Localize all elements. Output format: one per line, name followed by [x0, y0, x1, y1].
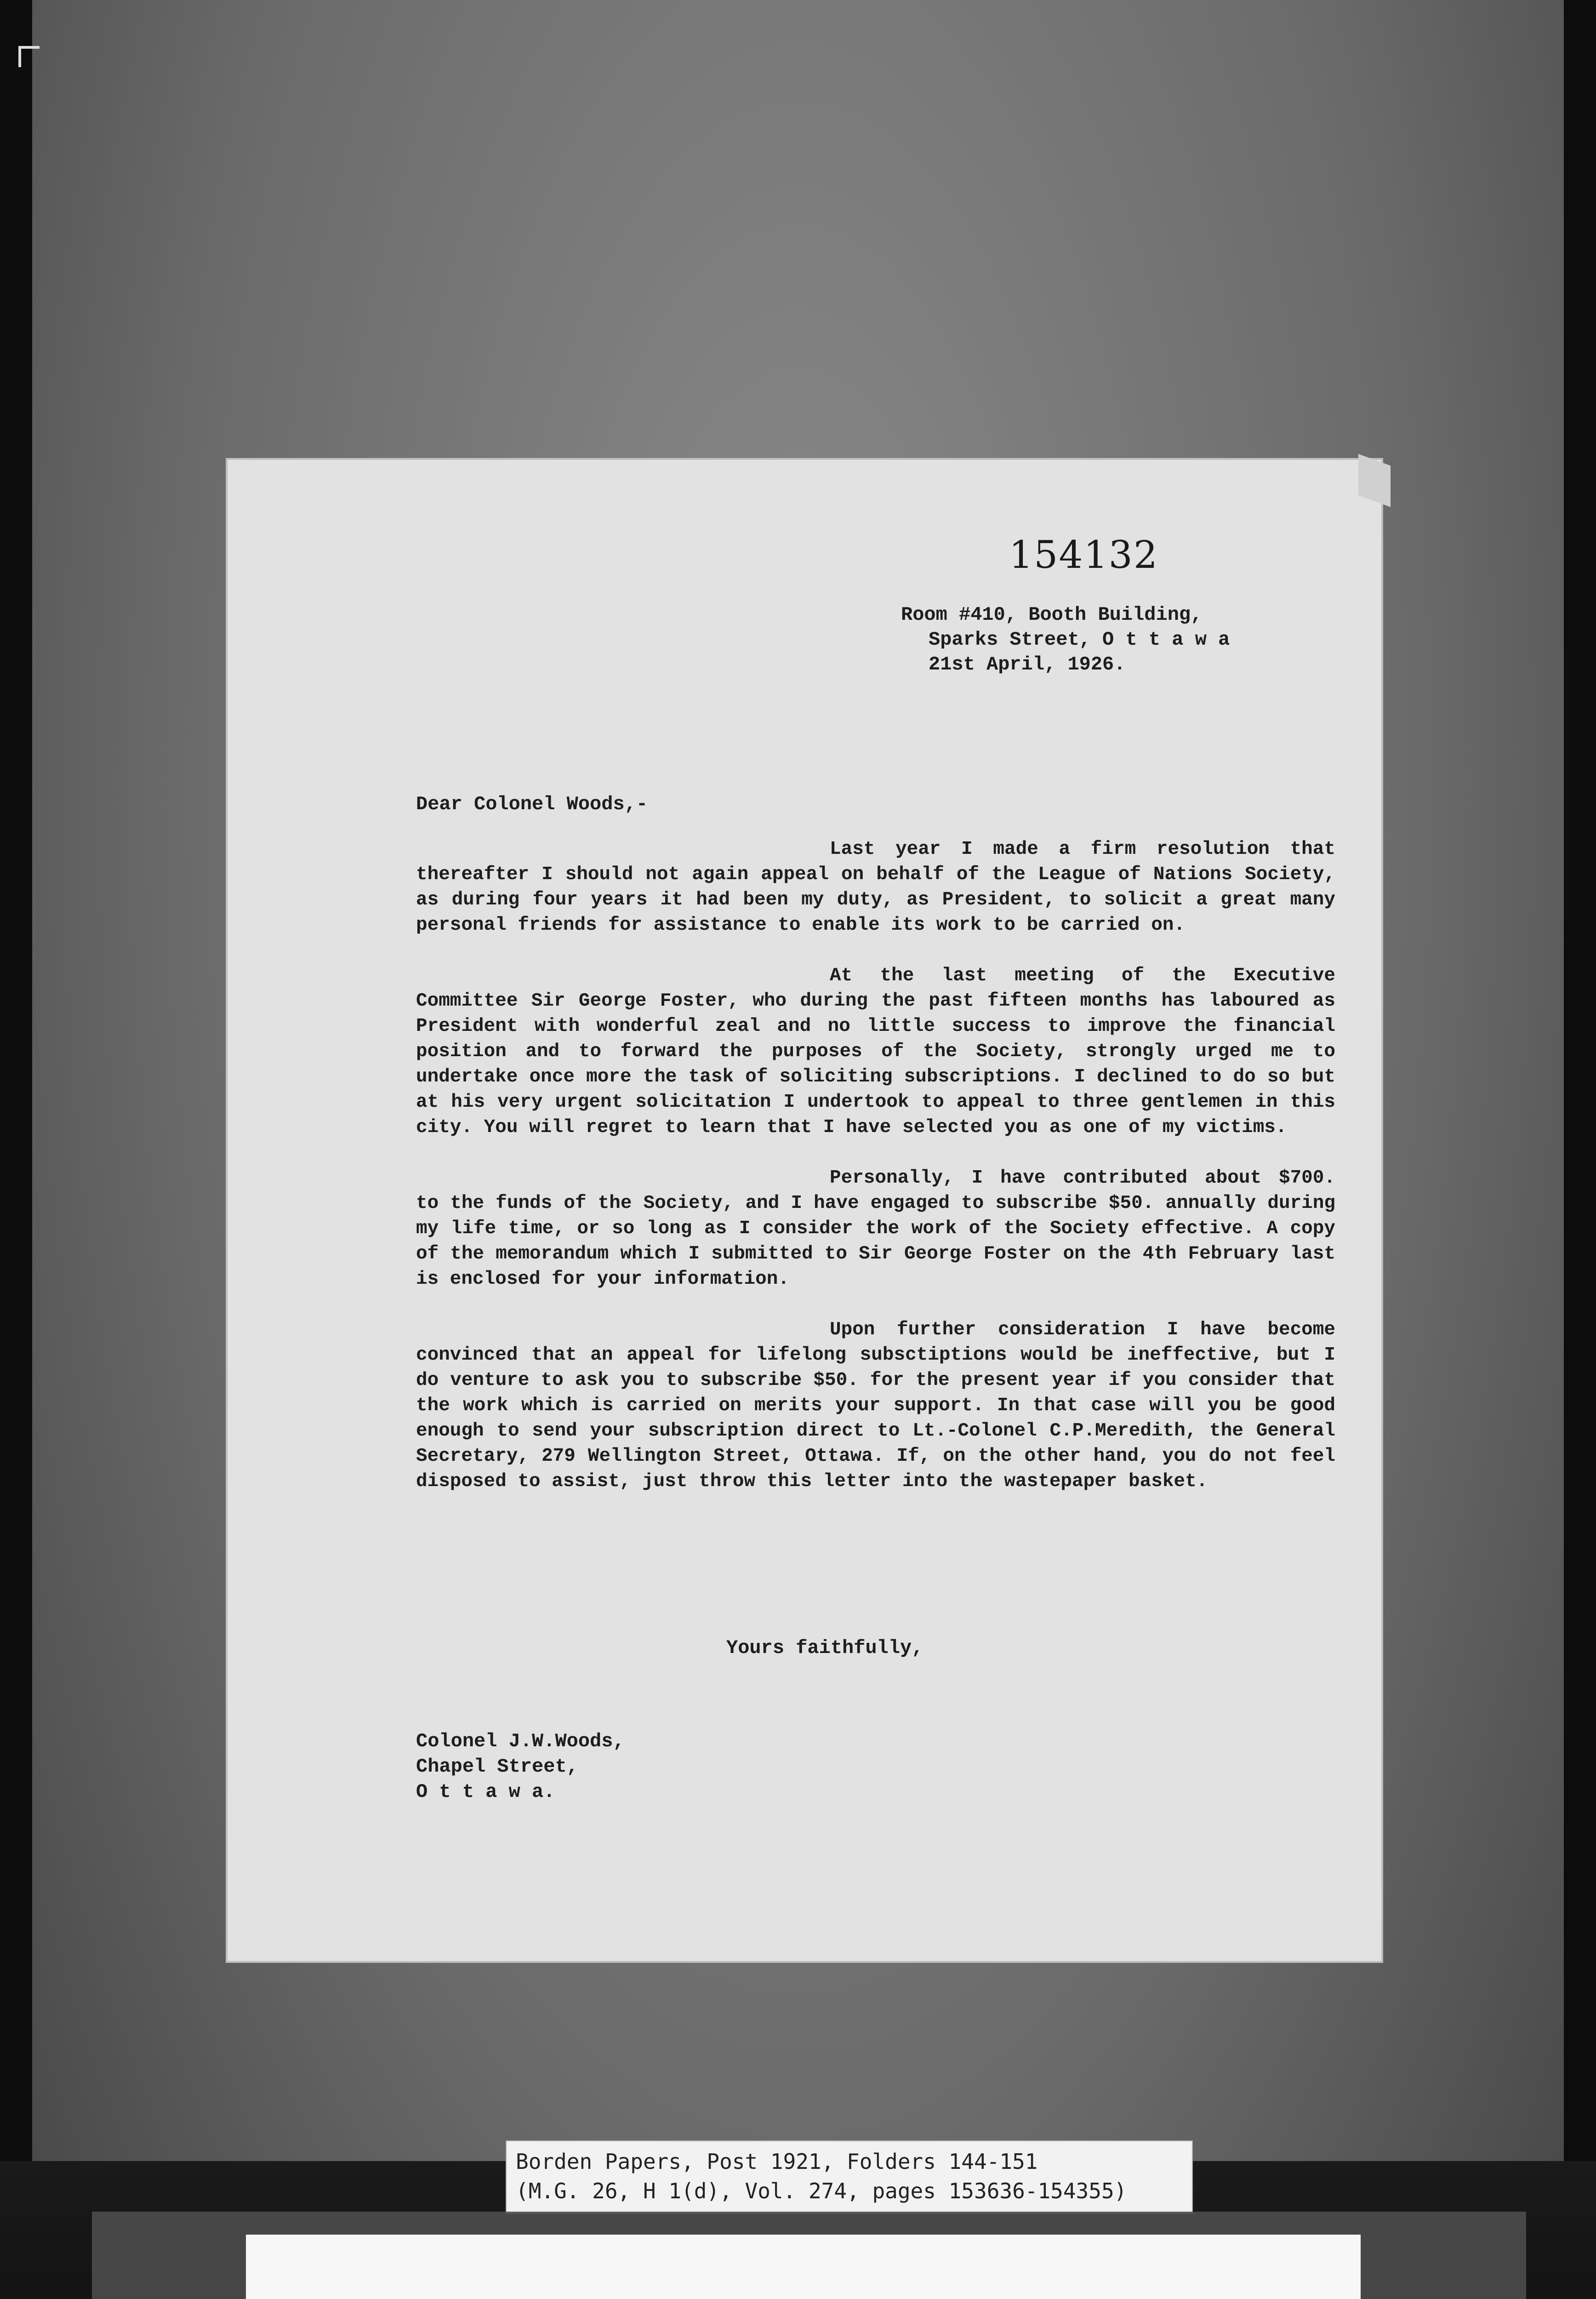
paragraph: Last year I made a firm resolution that thereafter I should not again appeal on behalf of the League of Nations Society, as during four years it had been my duty, as President, to solicit a great many personal friends for assistance to enable its work to be carried on. — [416, 839, 1335, 936]
address-line: Room #410, Booth Building, — [901, 604, 1203, 626]
film-edge-left — [0, 0, 32, 2299]
film-edge-right — [1564, 0, 1596, 2299]
recipient-address — [416, 1729, 625, 1805]
sender-address — [901, 602, 1361, 677]
letter-body — [416, 837, 1335, 1520]
recipient-name: Colonel J.W.Woods, — [416, 1730, 625, 1752]
closing: Yours faithfully, — [726, 1637, 923, 1659]
label-line: (M.G. 26, H 1(d), Vol. 274, pages 153636-154355) — [516, 2179, 1127, 2203]
letter-page — [228, 460, 1381, 1961]
letter-date: 21st April, 1926. — [929, 653, 1126, 675]
archive-card — [246, 2235, 1361, 2299]
recipient-city: O t t a w a. — [416, 1781, 555, 1803]
recipient-street: Chapel Street, — [416, 1756, 578, 1778]
paragraph: At the last meeting of the Executive Committee Sir George Foster, who during the past fifteen months has laboured as President with wonderful zeal and no little success to improve the financial position and to forward the purposes of the Society, strongly urged me to undertake once more the task of soliciting subscriptions. I declined to do so but at his very urgent solicitation I undertook to appeal to three gentlemen in this city. You will regret to learn that I have selected you as one of my victims. — [416, 965, 1335, 1138]
collection-label — [506, 2140, 1193, 2214]
salutation: Dear Colonel Woods,- — [416, 793, 648, 815]
paragraph: Upon further consideration I have become convinced that an appeal for lifelong subsctiptions would be ineffective, but I do venture to ask you to subscribe $50. for the present year if you consider that the work which is carried on merits your support. In that case will you be good enough to send your subscription direct to Lt.-Colonel C.P.Meredith, the General Secretary, 279 Wellington Street, Ottawa. If, on the other hand, you do not feel disposed to assist, just throw this letter into the wastepaper basket. — [416, 1319, 1335, 1492]
label-line: Borden Papers, Post 1921, Folders 144-151 — [516, 2149, 1038, 2174]
corner-crop-mark — [18, 46, 40, 67]
address-line: Sparks Street, O t t a w a — [929, 629, 1230, 651]
paragraph: Personally, I have contributed about $700. to the funds of the Society, and I have engaged to subscribe $50. annually during my life time, or so long as I consider the work of the Society effective. A copy of the memorandum which I submitted to Sir George Foster on the 4th February last is enclosed for your information. — [416, 1167, 1335, 1290]
document-number: 154132 — [1009, 533, 1159, 577]
